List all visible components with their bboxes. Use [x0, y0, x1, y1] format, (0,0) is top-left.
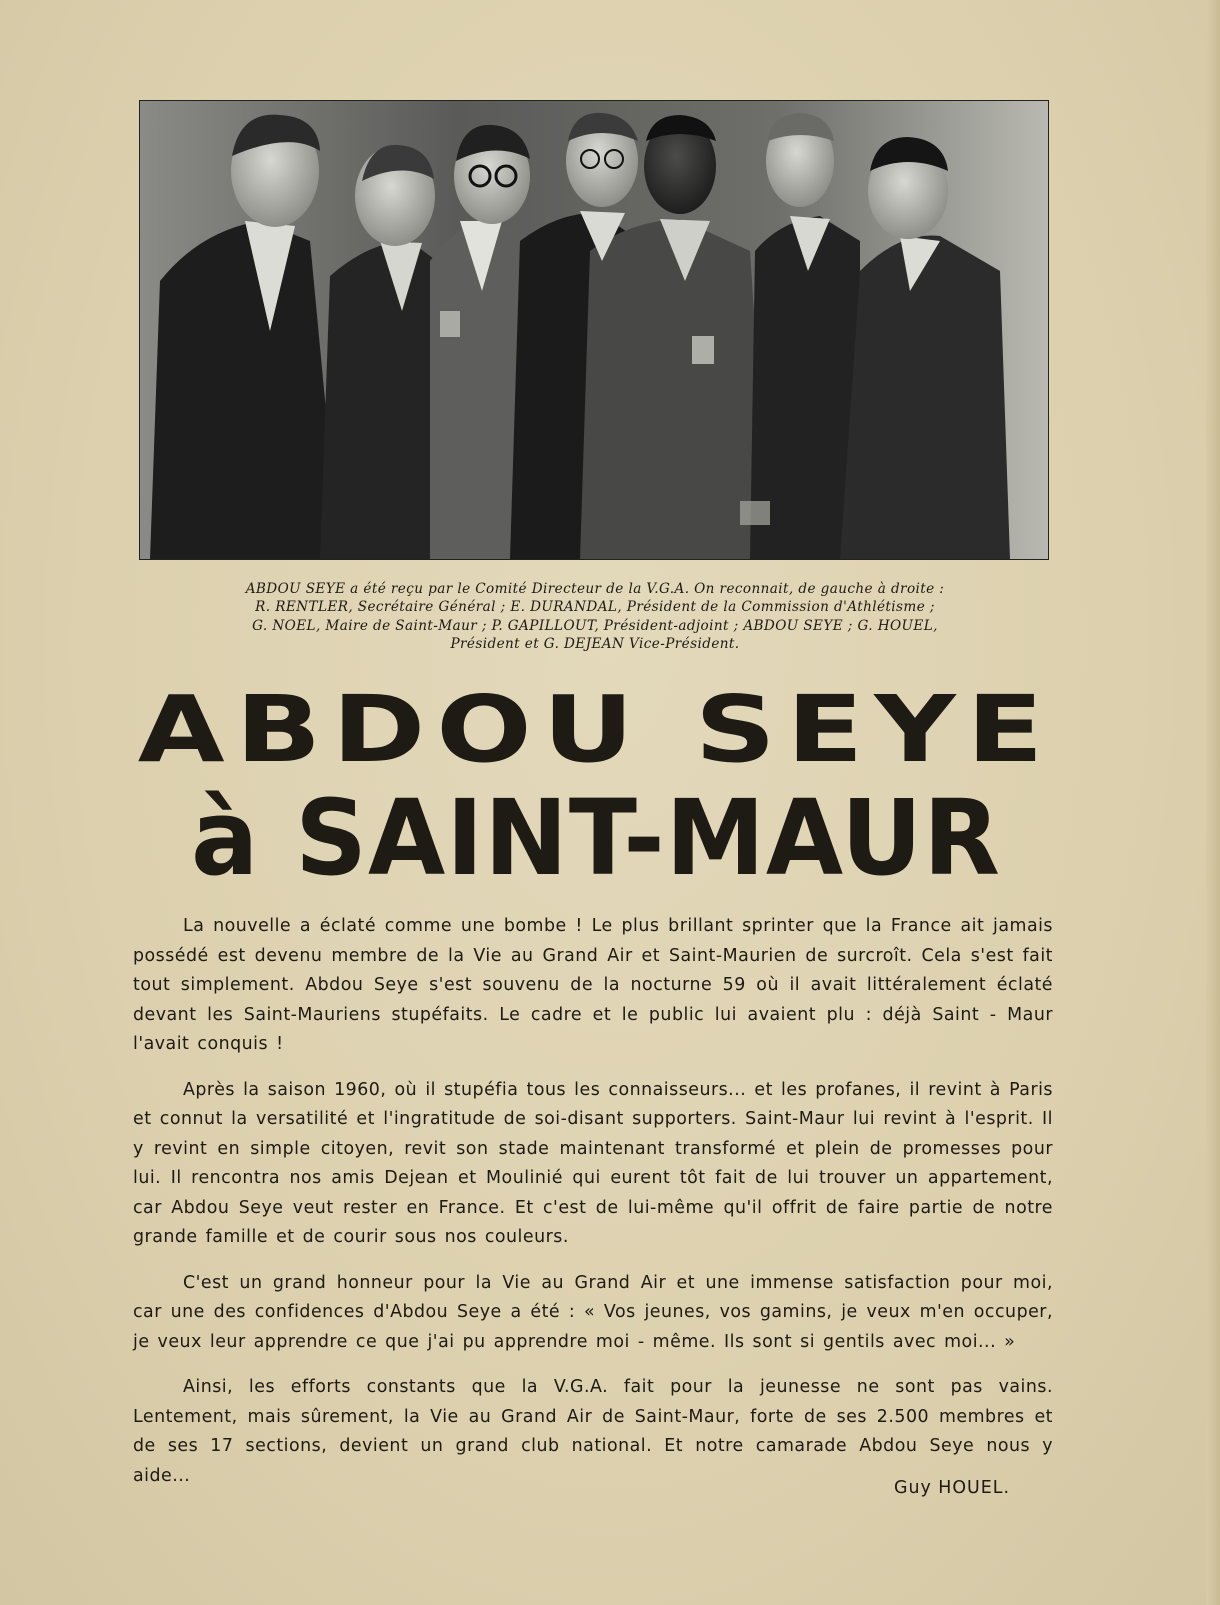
caption-line: G. NOEL, Maire de Saint-Maur ; P. GAPILLOUT, Président-adjoint ; ABDOU SEYE ; G. HOUEL, [252, 617, 938, 634]
photo-caption [150, 580, 1040, 654]
group-photo [139, 100, 1049, 560]
caption-line: R. RENTLER, Secrétaire Général ; E. DURANDAL, Président de la Commission d'Athlétisme ; [255, 599, 935, 616]
headline-name: ABDOU SEYE [137, 676, 1055, 783]
group-photo-icon [140, 101, 1048, 559]
article-paragraph: Après la saison 1960, où il stupéfia tous les connaisseurs... et les profanes, il revint à Paris et connut la versatilité et l'ingratitude de soi-disant supporters. Saint-Maur lui revint à l'esprit. Il y revint en simple citoyen, revit son stade maintenant transformé et plein de promesses pour lui. Il rencontra nos amis Dejean et Moulinié qui eurent tôt fait de lui trouver un appartement, car Abdou Seye veut rester en France. Et c'est de lui-même qu'il offrit de faire partie de notre grande famille et de courir sous nos couleurs. [133, 1079, 1053, 1247]
author-signature: Guy HOUEL. [893, 1478, 1010, 1498]
caption-line: ABDOU SEYE a été reçu par le Comité Directeur de la V.G.A. On reconnait, de gauche à droite : [245, 581, 945, 597]
caption-line: Président et G. DEJEAN Vice-Président. [450, 636, 740, 653]
page-edge-shadow [1206, 0, 1220, 1605]
article-paragraph: Ainsi, les efforts constants que la V.G.A. fait pour la jeunesse ne sont pas vains. Lentement, mais sûrement, la Vie au Grand Air de Saint-Maur, forte de ses 2.500 membres et de ses 17 sections, devient un grand club national. Et notre camarade Abdou Seye nous y aide... [133, 1377, 1053, 1486]
article-paragraph: La nouvelle a éclaté comme une bombe ! Le plus brillant sprinter que la France ait jamais possédé est devenu membre de la Vie au Grand Air et Saint-Maurien de surcroît. Cela s'est fait tout simplement. Abdou Seye s'est souvenu de la nocturne 59 où il avait littéralement éclaté devant les Saint-Mauriens stupéfaits. Le cadre et le public lui avaient plu : déjà Saint - Maur l'avait conquis ! [133, 916, 1053, 1054]
headline-place: à SAINT-MAUR [191, 777, 1001, 899]
article-body [133, 912, 1053, 1507]
article-paragraph: C'est un grand honneur pour la Vie au Grand Air et une immense satisfaction pour moi, car une des confidences d'Abdou Seye a été : « Vos jeunes, vos gamins, je veux m'en occuper, je veux leur apprendre ce que j'ai pu apprendre moi - même. Ils sont si gentils avec moi... » [133, 1272, 1053, 1352]
